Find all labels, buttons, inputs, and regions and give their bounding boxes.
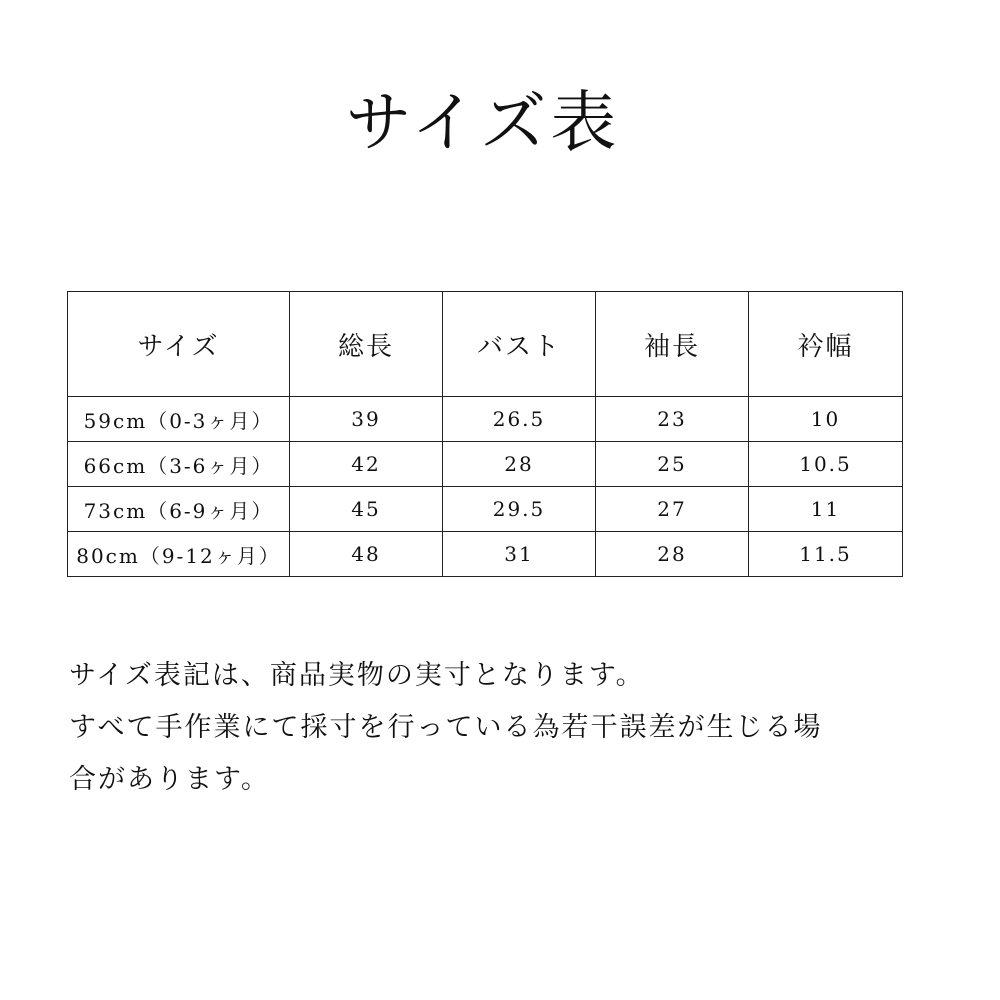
size-table [67, 291, 903, 577]
table-row [68, 442, 903, 487]
header-bust: バスト [443, 292, 596, 397]
cell-bust: 26.5 [443, 397, 596, 442]
cell-collar-width: 11.5 [749, 532, 903, 577]
cell-sleeve-length: 25 [596, 442, 749, 487]
note-line: サイズ表記は、商品実物の実寸となります。 [69, 660, 645, 691]
cell-size: 66cm（3-6ヶ月） [68, 442, 290, 487]
table-row [68, 487, 903, 532]
cell-collar-width: 10 [749, 397, 903, 442]
cell-sleeve-length: 28 [596, 532, 749, 577]
cell-size: 73cm（6-9ヶ月） [68, 487, 290, 532]
header-size: サイズ [68, 292, 290, 397]
header-total-length: 総長 [290, 292, 443, 397]
cell-collar-width: 11 [749, 487, 903, 532]
note-line: すべて手作業にて採寸を行っている為若干誤差が生じる場 [69, 712, 823, 743]
cell-size: 59cm（0-3ヶ月） [68, 397, 290, 442]
cell-sleeve-length: 23 [596, 397, 749, 442]
note-line: 合があります。 [69, 764, 270, 795]
cell-bust: 31 [443, 532, 596, 577]
cell-collar-width: 10.5 [749, 442, 903, 487]
cell-size: 80cm（9-12ヶ月） [68, 532, 290, 577]
cell-total-length: 48 [290, 532, 443, 577]
cell-bust: 28 [443, 442, 596, 487]
cell-sleeve-length: 27 [596, 487, 749, 532]
header-sleeve-length: 袖長 [596, 292, 749, 397]
table-row [68, 397, 903, 442]
header-collar-width: 衿幅 [749, 292, 903, 397]
size-note [69, 650, 969, 806]
cell-total-length: 42 [290, 442, 443, 487]
cell-total-length: 39 [290, 397, 443, 442]
page-title: サイズ表 [345, 84, 621, 161]
table-header-row [68, 292, 903, 397]
cell-total-length: 45 [290, 487, 443, 532]
table-row [68, 532, 903, 577]
cell-bust: 29.5 [443, 487, 596, 532]
